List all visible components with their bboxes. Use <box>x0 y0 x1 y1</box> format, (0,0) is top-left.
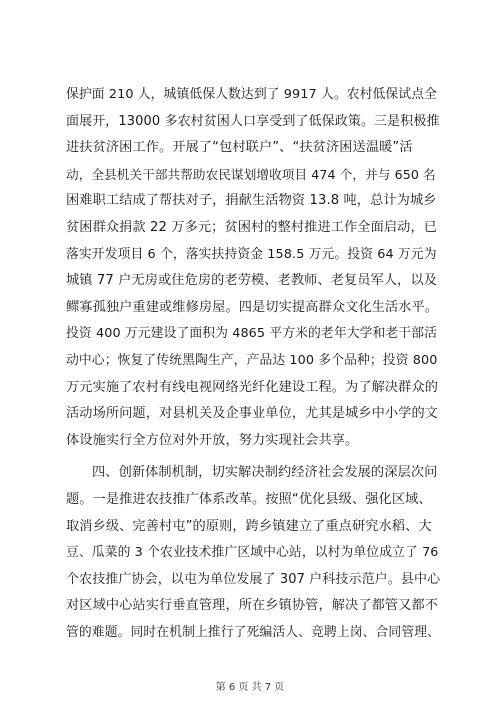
page-number: 第 6 页 共 7 页 <box>215 682 285 693</box>
text-line: 困难职工结成了帮扶对子，捐献生活物资 13.8 吨，总计为城乡 <box>66 193 437 209</box>
text-line: 贫困群众捐款 22 万多元；贫困村的整村推进工作全面启动，已 <box>66 219 438 235</box>
text-line: 万元实施了农村有线电视网络光纤化建设工程。为了解决群众的 <box>66 379 439 395</box>
body-text <box>66 82 440 646</box>
text-line: 管的难题。同时在机制上推行了死编活人、竞聘上岗、合同管理、 <box>66 624 441 640</box>
text-line: 豆、瓜菜的 3 个农业技术推广区域中心站，以村为单位成立了 76 <box>66 545 439 561</box>
text-line: 题。一是推进农技推广体系改革。按照“优化县级、强化区域、 <box>66 491 432 507</box>
text-line: 面展开，13000 多农村贫困人口享受到了低保政策。三是积极推 <box>66 113 440 129</box>
text-line: 动中心；恢复了传统黑陶生产，产品达 100 多个品种；投资 800 <box>66 352 438 368</box>
text-line: 进扶贫济困工作。开展了“包村联户”、“扶贫济困送温暖”活 <box>66 140 413 156</box>
paragraph-1 <box>66 82 440 454</box>
text-line: 城镇 77 户无房或住危房的老劳模、老教师、老复员军人，以及 <box>66 273 438 289</box>
text-line: 取消乡级、完善村屯”的原则，跨乡镇建立了重点研究水稻、大 <box>66 518 432 534</box>
page-footer <box>0 678 500 693</box>
text-line: 体设施实行全方位对外开放，努力实现社会共享。 <box>66 432 359 448</box>
text-line: 投资 400 万元建设了面积为 4865 平方米的老年大学和老干部活 <box>66 326 437 342</box>
text-line: 对区域中心站实行垂直管理，所在乡镇协管，解决了都管又都不 <box>66 598 439 614</box>
text-line: 落实开发项目 6 个，落实扶持资金 158.5 万元。投资 64 万元为 <box>66 246 437 262</box>
text-line: 四、创新体制机制，切实解决制约经济社会发展的深层次问 <box>92 465 438 481</box>
text-line: 保护面 210 人，城镇低保人数达到了 9917 人。农村低保试点全 <box>66 87 437 102</box>
paragraph-2 <box>66 460 440 646</box>
text-line: 活动场所问题，对县机关及企事业单位，尤其是城乡中小学的文 <box>66 406 439 422</box>
text-line: 个农技推广协会，以屯为单位发展了 307 户科技示范户。县中心 <box>66 571 441 587</box>
text-line: 鳏寡孤独户重建或维修房屋。四是切实提高群众文化生活水平。 <box>66 299 439 315</box>
text-line: 动，全县机关干部共帮助农民谋划增收项目 474 个，并与 650 名 <box>66 166 436 182</box>
